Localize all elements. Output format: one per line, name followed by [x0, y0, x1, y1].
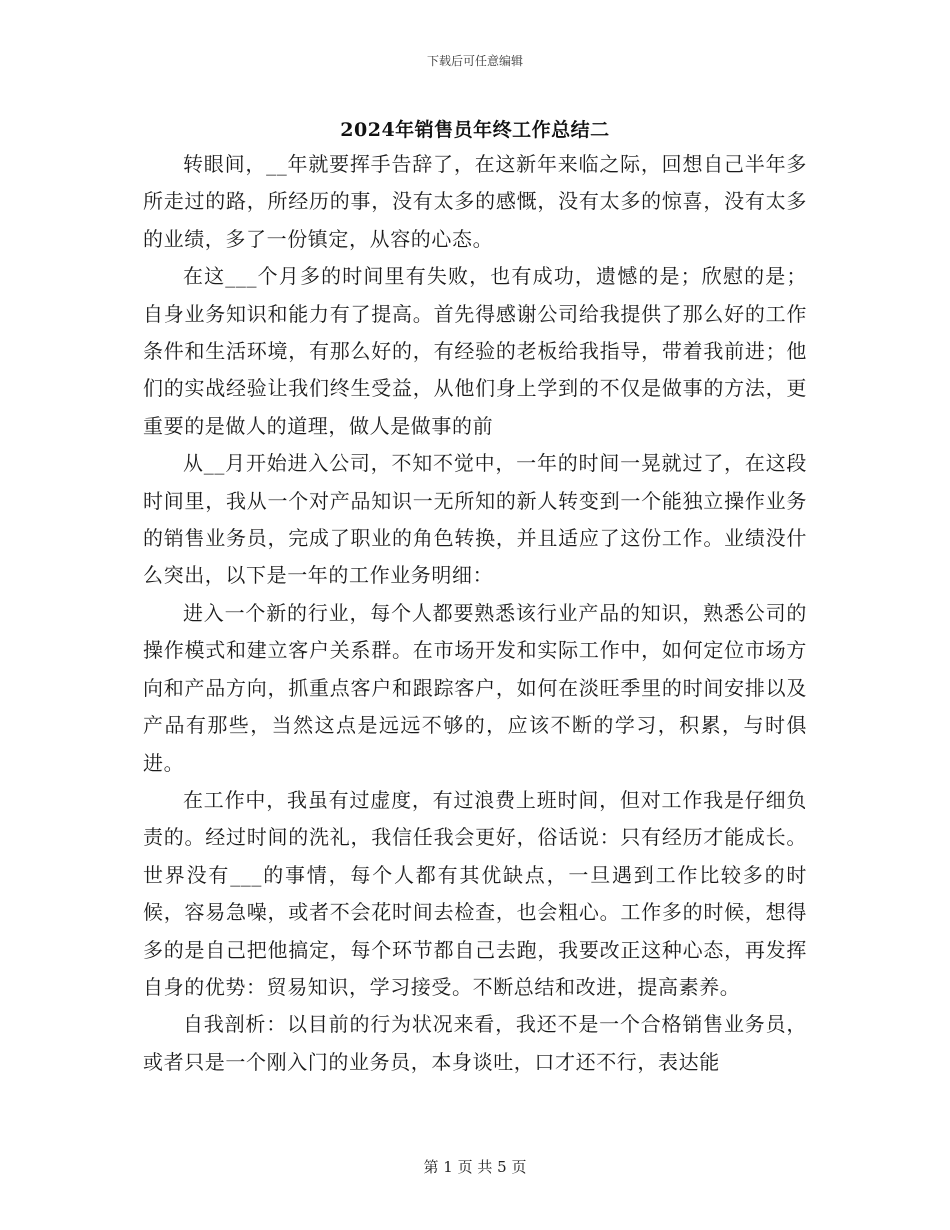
paragraph-5: 在工作中，我虽有过虚度，有过浪费上班时间，但对工作我是仔细负责的。经过时间的洗礼，我信任我会更好，俗话说：只有经历才能成长。世界没有___的事情，每个人都有其优缺点，一旦遇到工作比较多的时候，容易急噪，或者不会花时间去检查，也会粗心。工作多的时候，想得多的是自己把他搞定，每个环节都自己去跑，我要改正这种心态，再发挥自身的优势：贸易知识，学习接受。不断总结和改进，提高素养。 [143, 787, 807, 999]
document-title: 2024年销售员年终工作总结二 [340, 119, 610, 141]
page-number-footer: 第 1 页 共 5 页 [423, 1158, 527, 1176]
document-body [143, 146, 807, 1081]
page-header-note: 下载后可任意编辑 [426, 54, 523, 68]
paragraph-3: 从__月开始进入公司，不知不觉中，一年的时间一晃就过了，在这段时间里，我从一个对产品知识一无所知的新人转变到一个能独立操作业务的销售业务员，完成了职业的角色转换，并且适应了这份工作。业绩没什么突出，以下是一年的工作业务明细： [143, 451, 807, 588]
paragraph-1: 转眼间，__年就要挥手告辞了，在这新年来临之际，回想自己半年多所走过的路，所经历的事，没有太多的感慨，没有太多的惊喜，没有太多的业绩，多了一份镇定，从容的心态。 [143, 152, 807, 251]
paragraph-2: 在这___个月多的时间里有失败，也有成功，遗憾的是；欣慰的是；自身业务知识和能力有了提高。首先得感谢公司给我提供了那么好的工作条件和生活环境，有那么好的，有经验的老板给我指导，带着我前进；他们的实战经验让我们终生受益，从他们身上学到的不仅是做事的方法，更重要的是做人的道理，做人是做事的前 [143, 264, 807, 438]
paragraph-4: 进入一个新的行业，每个人都要熟悉该行业产品的知识，熟悉公司的操作模式和建立客户关系群。在市场开发和实际工作中，如何定位市场方向和产品方向，抓重点客户和跟踪客户，如何在淡旺季里的时间安排以及产品有那些，当然这点是远远不够的，应该不断的学习，积累，与时俱进。 [143, 600, 807, 775]
paragraph-6: 自我剖析：以目前的行为状况来看，我还不是一个合格销售业务员，或者只是一个刚入门的业务员，本身谈吐，口才还不行，表达能 [143, 1012, 807, 1074]
